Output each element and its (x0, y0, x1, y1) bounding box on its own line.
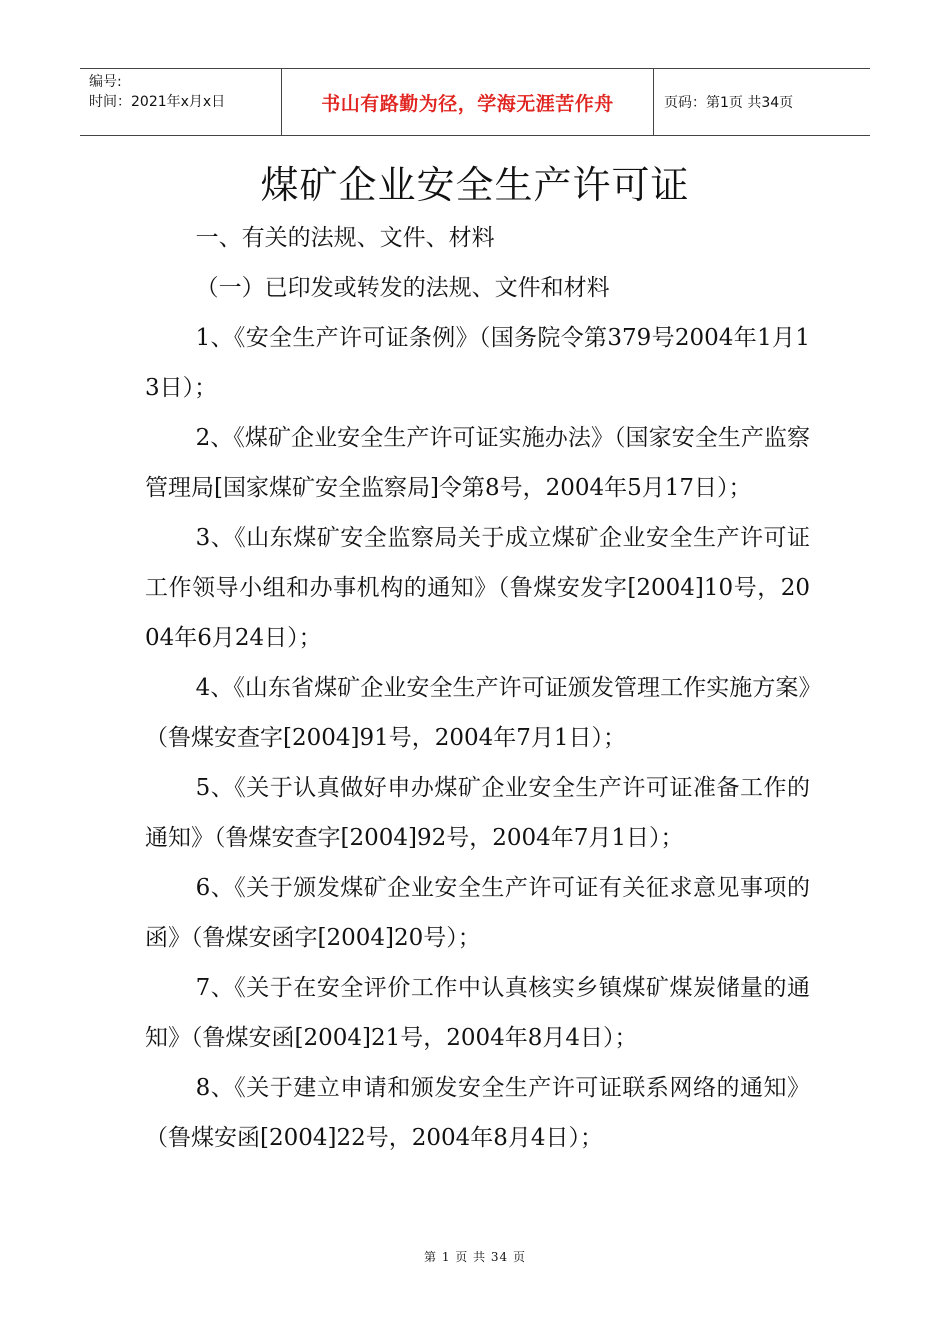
date-line: 时间：2021年x月x日 (89, 94, 226, 110)
page-footer: 第 1 页 共 34 页 (424, 1250, 526, 1264)
serial-label: 编号: (89, 74, 122, 90)
document-title: 煤矿企业安全生产许可证 (260, 163, 690, 207)
document-body (145, 213, 810, 1163)
page-info-text: 页码：第1页 共34页 (664, 95, 794, 111)
header-page-info (654, 69, 870, 135)
list-item-4: 4、《山东省煤矿企业安全生产许可证颁发管理工作实施方案》（鲁煤安查字[2004]91号，2004年7月1日）； (145, 675, 810, 751)
list-item-7: 7、《关于在安全评价工作中认真核实乡镇煤矿煤炭储量的通知》（鲁煤安函[2004]21号，2004年8月4日）； (145, 975, 810, 1051)
header-meta (80, 69, 282, 135)
list-item-5: 5、《关于认真做好申办煤矿企业安全生产许可证准备工作的通知》（鲁煤安查字[2004]92号，2004年7月1日）； (145, 775, 810, 851)
list-item-8: 8、《关于建立申请和颁发安全生产许可证联系网络的通知》（鲁煤安函[2004]22号，2004年8月4日）； (145, 1075, 810, 1151)
page-header (80, 68, 870, 136)
header-motto (282, 69, 654, 135)
motto-text: 书山有路勤为径，学海无涯苦作舟 (321, 92, 614, 115)
list-item-3: 3、《山东煤矿安全监察局关于成立煤矿企业安全生产许可证工作领导小组和办事机构的通知》（鲁煤安发字[2004]10号，2004年6月24日）； (145, 525, 810, 651)
list-item-1: 1、《安全生产许可证条例》（国务院令第379号2004年1月13日）； (145, 325, 810, 401)
list-item-2: 2、《煤矿企业安全生产许可证实施办法》（国家安全生产监察管理局[国家煤矿安全监察局]令第8号，2004年5月17日）； (145, 425, 810, 501)
list-item-6: 6、《关于颁发煤矿企业安全生产许可证有关征求意见事项的函》（鲁煤安函字[2004]20号）； (145, 875, 810, 951)
section-heading: 一、有关的法规、文件、材料 (195, 225, 495, 251)
subsection-heading: （一）已印发或转发的法规、文件和材料 (195, 275, 610, 301)
